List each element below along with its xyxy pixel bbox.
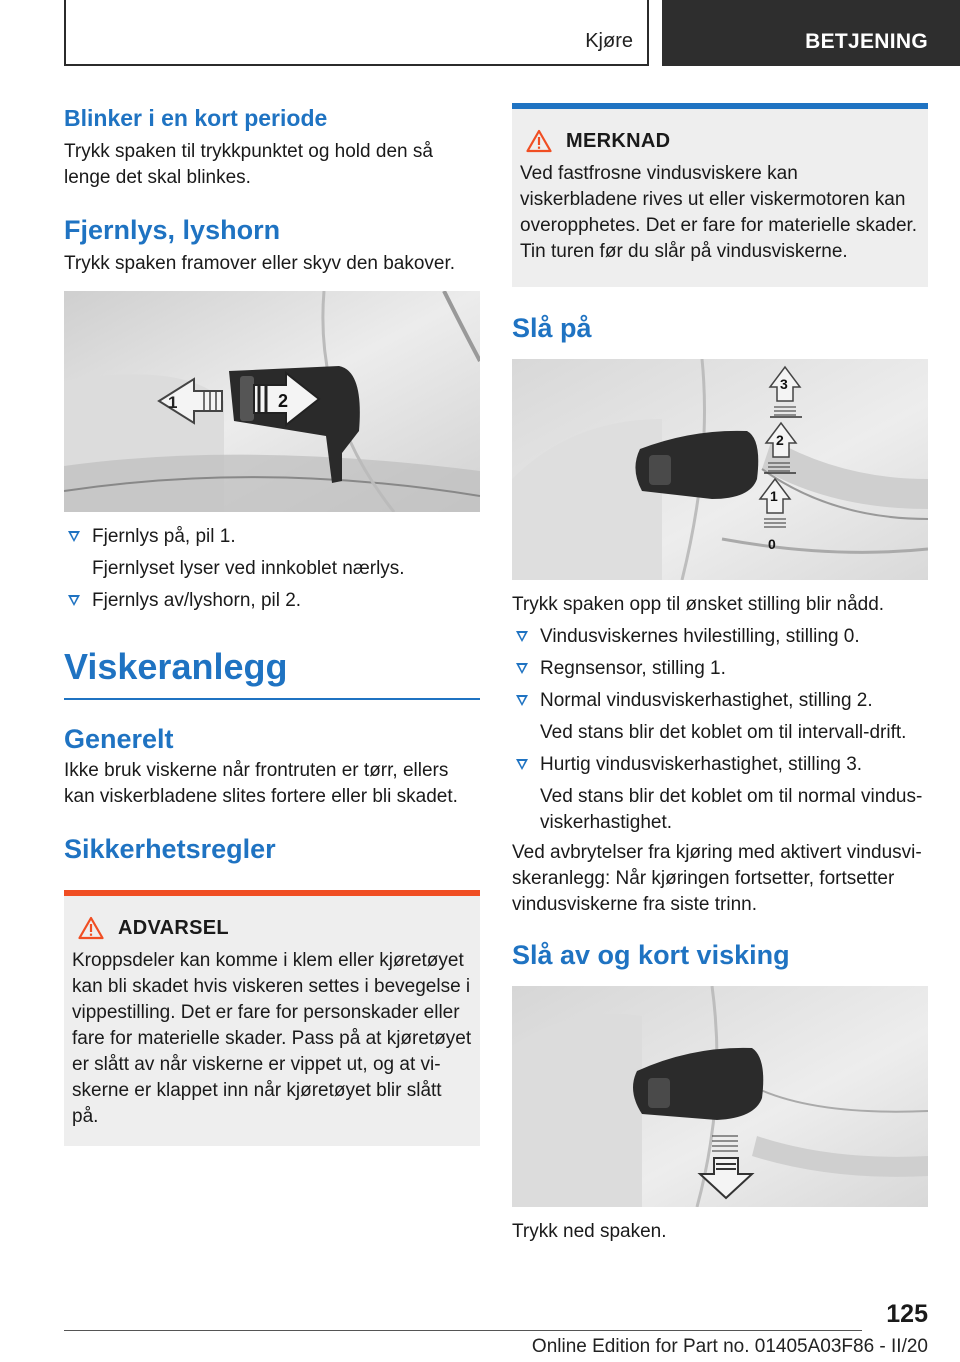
wiper-heading: Viskeranlegg: [64, 646, 288, 687]
bullet-triangle-icon: [516, 663, 528, 674]
position-label-2: 2: [776, 432, 784, 448]
heading-rule: [64, 698, 480, 700]
arrow-label-1: 1: [168, 393, 178, 412]
off-text: Trykk ned spaken.: [512, 1221, 667, 1242]
note-text: Ved fastfrosne vindusviskere kan viskerbladene rives ut eller viskermotoren kan overopphetes. Det er fare for materielle skader. Tin turen før du slår på vindusviskerne.: [520, 163, 918, 262]
position-label-3: 3: [780, 376, 788, 392]
position-label-1: 1: [770, 488, 778, 504]
header-section-box: [64, 0, 649, 66]
list-item: Normal vindusviskerhastighet, stilling 2.: [512, 688, 928, 714]
general-text: Ikke bruk viskerne når frontruten er tørr, ellers kan viskerbladene slites fortere eller bli skadet.: [64, 760, 458, 807]
on-after-text: Ved avbrytelser fra kjøring med aktivert vindusviskeranlegg: Når kjøringen fortsetter, fortsetter vindusviskerne fra siste trinn.: [512, 842, 922, 915]
general-heading: Generelt: [64, 724, 174, 754]
position-label-0: 0: [768, 536, 776, 552]
on-text: Trykk spaken opp til ønsket stilling blir nådd.: [512, 594, 885, 615]
note-box: [512, 103, 928, 287]
blink-heading: Blinker i en kort periode: [64, 105, 328, 131]
warning-triangle-icon: [78, 916, 104, 940]
highbeam-list: [64, 524, 480, 614]
left-column: [64, 100, 480, 1146]
wiper-off-figure: [512, 986, 928, 1207]
warning-text: Kroppsdeler kan komme i klem eller kjøretøyet kan bli skadet hvis viskeren settes i bevegelse i vippestilling. Det er fare for personskader eller fare for materielle skader. Pass på at kjøretøyet er slått av når viskerne er vippet ut, og at viskerne er klappet inn når kjøretøyet blir slått på.: [72, 950, 472, 1127]
bullet-triangle-icon: [516, 695, 528, 706]
bullet-triangle-icon: [68, 531, 80, 542]
on-heading: Slå på: [512, 313, 592, 343]
list-item: Hurtig vindusviskerhastighet, stilling 3.: [512, 752, 928, 778]
warning-title: ADVARSEL: [78, 916, 472, 940]
list-item: Fjernlys på, pil 1.: [64, 524, 480, 550]
note-title: MERKNAD: [526, 129, 920, 153]
list-item: Fjernlys av/lyshorn, pil 2.: [64, 588, 480, 614]
footer-edition: Online Edition for Part no. 01405A03F86 - II/20: [531, 1336, 928, 1357]
right-column: [512, 100, 928, 1245]
bullet-triangle-icon: [516, 631, 528, 642]
list-item: Vindusviskernes hvilestilling, stilling 0.: [512, 624, 928, 650]
highbeam-text: Trykk spaken framover eller skyv den bakover.: [64, 253, 456, 274]
safety-heading: Sikkerhetsregler: [64, 834, 276, 864]
warning-box: [64, 890, 480, 1146]
page-number: 125: [886, 1300, 928, 1328]
off-heading: Slå av og kort visking: [512, 940, 790, 970]
list-item-sub: Ved stans blir det koblet om til intervall-drift.: [540, 722, 907, 743]
bullet-triangle-icon: [516, 759, 528, 770]
footer-rule: [64, 1330, 862, 1331]
highbeam-figure: [64, 291, 480, 512]
list-item-sub: Fjernlyset lyser ved innkoblet nærlys.: [92, 558, 405, 579]
on-list: [512, 624, 928, 836]
header-chapter: BETJENING: [805, 30, 928, 53]
list-item-sub: Ved stans blir det koblet om til normal vindusviskerhastighet.: [540, 786, 923, 833]
header-section: Kjøre: [585, 30, 633, 52]
warning-triangle-icon: [526, 129, 552, 153]
header-chapter-box: [662, 0, 960, 66]
arrow-label-2: 2: [278, 391, 289, 411]
blink-text: Trykk spaken til trykkpunktet og hold den så lenge det skal blinkes.: [64, 141, 433, 188]
wiper-on-figure: [512, 359, 928, 580]
highbeam-heading: Fjernlys, lyshorn: [64, 215, 281, 245]
bullet-triangle-icon: [68, 595, 80, 606]
list-item: Regnsensor, stilling 1.: [512, 656, 928, 682]
